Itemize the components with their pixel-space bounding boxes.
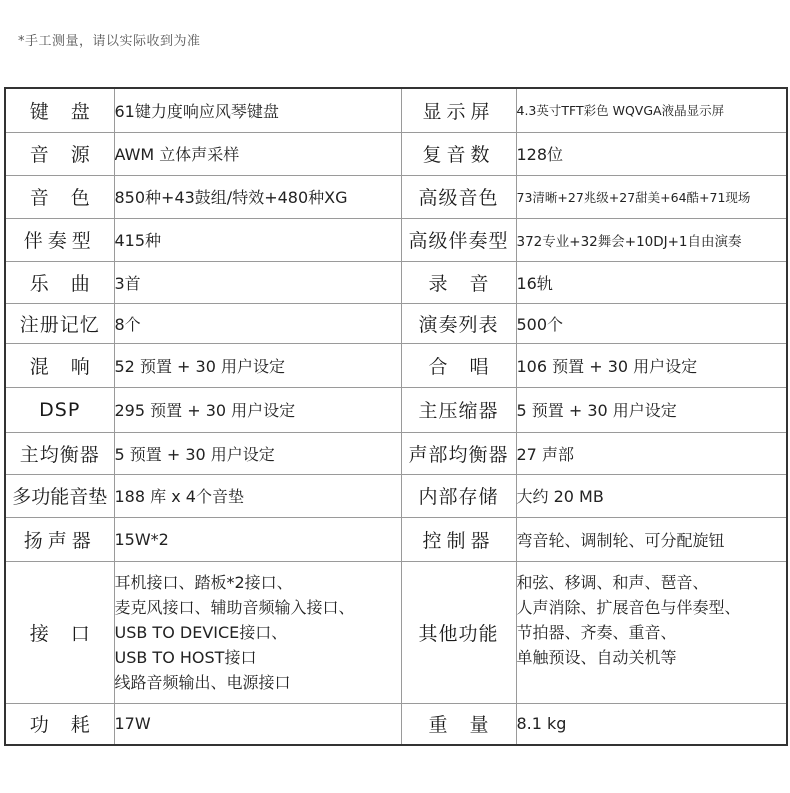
spec-value-line: 线路音频输出、电源接口: [114, 672, 291, 692]
table-row: [5, 343, 787, 387]
spec-value-line: USB TO DEVICE接口、: [114, 622, 288, 642]
spec-value: 106 预置 + 30 用户设定: [516, 343, 787, 387]
spec-table: [4, 87, 788, 746]
table-row: [5, 387, 787, 432]
spec-value-line: 节拍器、齐奏、重音、: [516, 622, 677, 642]
spec-value: 5 预置 + 30 用户设定: [516, 387, 787, 432]
spec-label: 其他功能: [401, 561, 516, 703]
spec-value: 27 声部: [516, 432, 787, 474]
spec-label: 伴奏型: [5, 218, 114, 261]
spec-value: 73清晰+27兆级+27甜美+64酷+71现场: [516, 175, 787, 218]
spec-label: 高级音色: [401, 175, 516, 218]
spec-value-line: 和弦、移调、和声、琶音、: [516, 572, 709, 592]
spec-value-line: USB TO HOST接口: [114, 647, 257, 667]
spec-value-multiline: [114, 561, 401, 703]
spec-label: 多功能音垫: [5, 474, 114, 517]
table-row: [5, 474, 787, 517]
spec-label: 主压缩器: [401, 387, 516, 432]
spec-label: 键盘: [5, 88, 114, 132]
spec-value: 15W*2: [114, 517, 401, 561]
spec-value: 295 预置 + 30 用户设定: [114, 387, 401, 432]
spec-label: 音色: [5, 175, 114, 218]
spec-label: 控制器: [401, 517, 516, 561]
spec-value: 61键力度响应风琴键盘: [114, 88, 401, 132]
table-row: [5, 303, 787, 343]
spec-value: 3首: [114, 261, 401, 303]
spec-value: 弯音轮、调制轮、可分配旋钮: [516, 517, 787, 561]
spec-value: 4.3英寸TFT彩色 WQVGA液晶显示屏: [516, 88, 787, 132]
spec-label: 音源: [5, 132, 114, 175]
spec-value: 17W: [114, 703, 401, 745]
spec-value: 415种: [114, 218, 401, 261]
table-row: [5, 218, 787, 261]
measurement-note: *手工测量，请以实际收到为准: [18, 34, 201, 49]
spec-value-line: 单触预设、自动关机等: [516, 647, 677, 667]
spec-value: 8个: [114, 303, 401, 343]
spec-label: 复音数: [401, 132, 516, 175]
spec-label: 接口: [5, 561, 114, 703]
spec-value: 5 预置 + 30 用户设定: [114, 432, 401, 474]
spec-label: 功耗: [5, 703, 114, 745]
spec-value: 8.1 kg: [516, 703, 787, 745]
spec-value: 372专业+32舞会+10DJ+1自由演奏: [516, 218, 787, 261]
spec-value-multiline: [516, 561, 787, 703]
spec-label: 声部均衡器: [401, 432, 516, 474]
spec-value-line: 麦克风接口、辅助音频输入接口、: [114, 597, 355, 617]
spec-label: 主均衡器: [5, 432, 114, 474]
spec-value-line: 人声消除、扩展音色与伴奏型、: [516, 597, 741, 617]
spec-value-line: 耳机接口、踏板*2接口、: [114, 572, 293, 592]
table-row: [5, 175, 787, 218]
spec-label: 扬声器: [5, 517, 114, 561]
spec-label: 合唱: [401, 343, 516, 387]
spec-value: AWM 立体声采样: [114, 132, 401, 175]
spec-value: 500个: [516, 303, 787, 343]
spec-value: 128位: [516, 132, 787, 175]
spec-value: 850种+43鼓组/特效+480种XG: [114, 175, 401, 218]
table-row: [5, 561, 787, 703]
spec-label: 注册记忆: [5, 303, 114, 343]
spec-label: 高级伴奏型: [401, 218, 516, 261]
table-row: [5, 703, 787, 745]
spec-value: 52 预置 + 30 用户设定: [114, 343, 401, 387]
table-row: [5, 132, 787, 175]
spec-value: 16轨: [516, 261, 787, 303]
spec-label: 混响: [5, 343, 114, 387]
table-row: [5, 261, 787, 303]
table-row: [5, 517, 787, 561]
spec-label: 录音: [401, 261, 516, 303]
table-row: [5, 88, 787, 132]
spec-label: 显示屏: [401, 88, 516, 132]
spec-label: 重量: [401, 703, 516, 745]
spec-value: 188 库 x 4个音垫: [114, 474, 401, 517]
spec-value: 大约 20 MB: [516, 474, 787, 517]
table-row: [5, 432, 787, 474]
spec-label: DSP: [5, 387, 114, 432]
spec-label: 乐曲: [5, 261, 114, 303]
spec-label: 演奏列表: [401, 303, 516, 343]
spec-label: 内部存储: [401, 474, 516, 517]
